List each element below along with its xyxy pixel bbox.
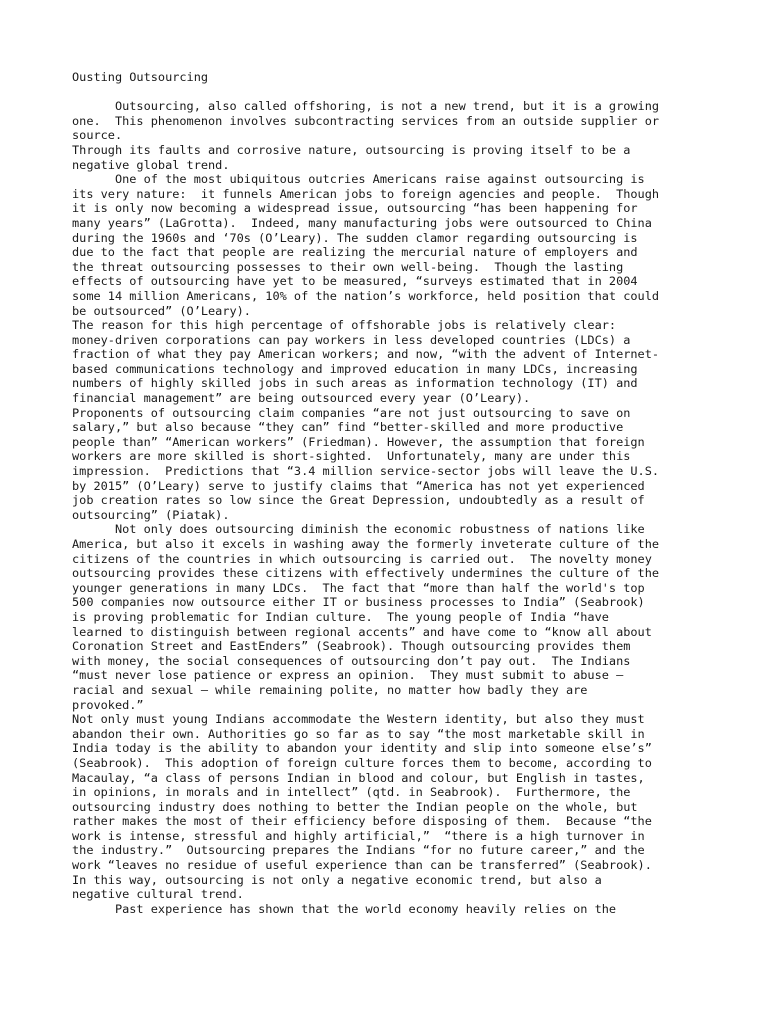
text-line: numbers of highly skilled jobs in such areas as information technology (IT) and: [72, 376, 638, 391]
text-line: India today is the ability to abandon your identity and slip into someone else’s”: [72, 741, 652, 756]
text-line: during the 1960s and ‘70s (O’Leary). The sudden clamor regarding outsourcing is: [72, 230, 638, 245]
text-line: with money, the social consequences of outsourcing don’t pay out. The Indians: [72, 653, 631, 668]
text-line: In this way, outsourcing is not only a negative economic trend, but also a: [72, 872, 602, 887]
text-line: the threat outsourcing possesses to their own well-being. Though the lasting: [72, 259, 624, 274]
text-line: based communications technology and improved education in many LDCs, increasing: [72, 361, 638, 376]
text-line: salary,” but also because “they can” find “better-skilled and more productive: [72, 420, 624, 435]
text-line: provoked.”: [72, 697, 144, 712]
text-line: is proving problematic for Indian culture. The young people of India “have: [72, 609, 609, 624]
text-line: job creation rates so low since the Great Depression, undoubtedly as a result of: [72, 493, 645, 508]
text-line: Coronation Street and EastEnders” (Seabrook). Though outsourcing provides them: [72, 639, 631, 654]
text-line: it is only now becoming a widespread issue, outsourcing “has been happening for: [72, 201, 638, 216]
text-line: outsourcing provides these citizens with effectively undermines the culture of the: [72, 566, 660, 581]
text-line: money-driven corporations can pay workers in less developed countries (LDCs) a: [72, 332, 631, 347]
text-line: One of the most ubiquitous outcries Americans raise against outsourcing is: [72, 172, 645, 187]
text-line: (Seabrook). This adoption of foreign culture forces them to become, according to: [72, 755, 652, 770]
text-line: Past experience has shown that the world economy heavily relies on the: [72, 901, 617, 916]
document-lines: [72, 99, 659, 916]
text-line: some 14 million Americans, 10% of the nation’s workforce, held position that could: [72, 288, 660, 303]
text-line: outsourcing” (Piatak).: [72, 507, 230, 522]
text-line: citizens of the countries in which outsourcing is carried out. The novelty money: [72, 551, 652, 566]
text-line: outsourcing industry does nothing to better the Indian people on the whole, but: [72, 799, 638, 814]
text-line: its very nature: it funnels American jobs to foreign agencies and people. Though: [72, 186, 660, 201]
text-line: “must never lose patience or express an opinion. They must submit to abuse –: [72, 668, 624, 683]
text-line: impression. Predictions that “3.4 million service-sector jobs will leave the U.S.: [72, 464, 660, 479]
text-line: America, but also it excels in washing away the formerly inveterate culture of the: [72, 537, 660, 551]
text-line: Not only must young Indians accommodate the Western identity, but also they must: [72, 712, 645, 727]
document-title: Ousting Outsourcing: [72, 70, 209, 84]
text-line: Macaulay, “a class of persons Indian in blood and colour, but English in tastes,: [72, 770, 645, 785]
text-line: 500 companies now outsource either IT or business processes to India” (Seabrook): [72, 595, 645, 610]
text-line: younger generations in many LDCs. The fact that “more than half the world's top: [72, 580, 645, 595]
text-line: one. This phenomenon involves subcontracting services from an outside supplier or: [72, 113, 660, 128]
document-body: [72, 70, 659, 916]
text-line: in opinions, in morals and in intellect” (qtd. in Seabrook). Furthermore, the: [72, 785, 631, 800]
text-line: workers are more skilled is short-sighted. Unfortunately, many are under this: [72, 449, 631, 464]
text-line: by 2015” (O’Leary) serve to justify claims that “America has not yet experienced: [72, 478, 645, 493]
text-line: source.: [72, 128, 123, 143]
text-line: Through its faults and corrosive nature, outsourcing is proving itself to be a: [72, 142, 631, 157]
text-line: Proponents of outsourcing claim companies “are not just outsourcing to save on: [72, 405, 631, 420]
text-line: financial management” are being outsourced every year (O’Leary).: [72, 391, 531, 406]
text-line: learned to distinguish between regional accents” and have come to “know all about: [72, 624, 652, 639]
text-line: negative cultural trend.: [72, 887, 244, 902]
text-line: abandon their own. Authorities go so far as to say “the most marketable skill in: [72, 726, 645, 741]
text-line: racial and sexual – while remaining polite, no matter how badly they are: [72, 682, 588, 697]
text-line: Outsourcing, also called offshoring, is not a new trend, but it is a growing: [72, 99, 660, 114]
title-spacer: [72, 85, 659, 100]
text-line: due to the fact that people are realizing the mercurial nature of employers and: [72, 245, 638, 260]
text-line: The reason for this high percentage of offshorable jobs is relatively clear:: [72, 318, 617, 333]
text-line: Not only does outsourcing diminish the economic robustness of nations like: [72, 522, 645, 537]
text-line: rather makes the most of their efficiency before disposing of them. Because “the: [72, 814, 652, 829]
text-line: many years” (LaGrotta). Indeed, many manufacturing jobs were outsourced to China: [72, 215, 652, 230]
text-line: effects of outsourcing have yet to be measured, “surveys estimated that in 2004: [72, 274, 638, 289]
text-line: people than” “American workers” (Friedman). However, the assumption that foreign: [72, 434, 645, 449]
text-line: the industry.” Outsourcing prepares the Indians “for no future career,” and the: [72, 843, 645, 858]
text-line: fraction of what they pay American workers; and now, “with the advent of Internet-: [72, 347, 660, 362]
text-line: work “leaves no residue of useful experience than can be transferred” (Seabrook).: [72, 858, 652, 873]
text-line: work is intense, stressful and highly artificial,” “there is a high turnover in: [72, 828, 645, 843]
text-line: negative global trend.: [72, 157, 230, 172]
text-line: be outsourced” (O’Leary).: [72, 303, 251, 318]
